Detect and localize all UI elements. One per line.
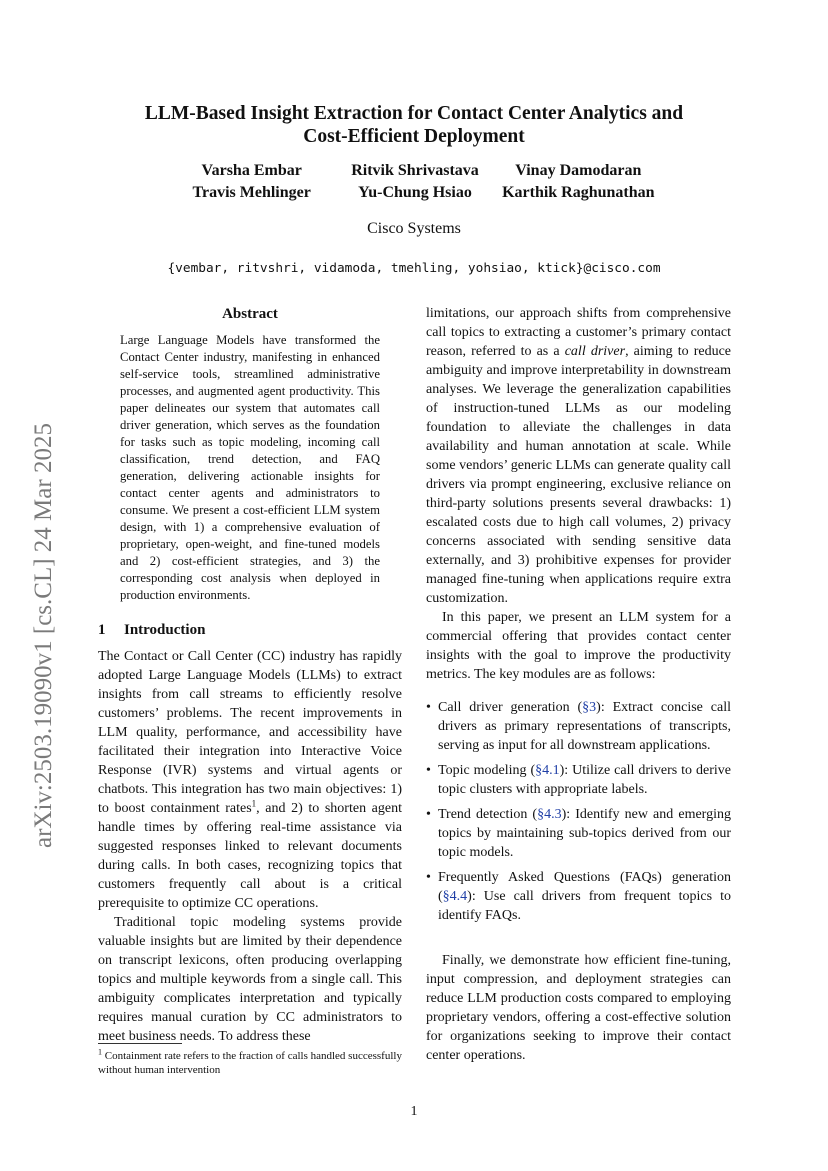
intro-paragraph-4: Finally, we demonstrate how efficient fine-tuning, input compression, and deployment strategies can reduce LLM production costs compared to employing proprietary vendors, offering a cost-effective solution for organizations seeking to improve their contact center operations. xyxy=(426,953,731,1063)
author-name: Travis Mehlinger xyxy=(192,184,311,201)
author-name: Karthik Raghunathan xyxy=(502,184,655,201)
page-number: 1 xyxy=(410,1104,418,1119)
section-heading-introduction xyxy=(98,622,402,639)
author-name: Varsha Embar xyxy=(201,162,302,179)
footnote-number: 1 xyxy=(98,1047,102,1057)
section-link[interactable]: §4.1 xyxy=(535,763,560,778)
list-item: • Frequently Asked Questions (FAQs) generation (§4.4): Use call drivers from frequent topics to identify FAQs. xyxy=(426,868,731,925)
author-list xyxy=(170,161,660,203)
footnote xyxy=(98,1043,402,1077)
key-modules-list xyxy=(426,698,731,925)
arxiv-stamp xyxy=(24,360,60,850)
intro-paragraph-2-continued: limitations, our approach shifts from comprehensive call topics to extracting a customer’s primary contact reason, referred to as a call driver, aiming to reduce ambiguity and improve interpretability in downstream analyses. We leverage the generalization capabilities of instruction-tuned LLMs as our modeling foundation to alleviate the challenges in data availability and human annotation at scale. While some vendors’ generic LLMs can generate quality call drivers via prompt engineering, exclusive reliance on third-party solutions presents several drawbacks: 1) escalated costs due to high call volumes, 2) privacy concerns associated with sending sensitive data externally, and 3) prohibitive expenses for provider managed fine-tuning when applications require extra customization. xyxy=(426,306,732,606)
section-title: Introduction xyxy=(124,622,206,638)
paper-title xyxy=(100,102,728,148)
intro-paragraph-2: Traditional topic modeling systems provide valuable insights but are limited by their dependence on transcript lexicons, often producing overlapping topics and multiple keywords from a single call. This ambiguity complicates interpretation and typically requires manual curation by CC administrators to meet business needs. To address these xyxy=(98,915,402,1044)
author-name: Ritvik Shrivastava xyxy=(351,162,479,179)
affiliation: Cisco Systems xyxy=(367,220,461,237)
title-line-1: LLM-Based Insight Extraction for Contact Center Analytics and xyxy=(144,103,684,124)
intro-paragraph-3: In this paper, we present an LLM system for a commercial offering that provides contact center insights with the goal to improve the productivity metrics. The key modules are as follows: xyxy=(426,610,731,682)
author-name: Vinay Damodaran xyxy=(515,162,642,179)
section-link[interactable]: §4.3 xyxy=(537,807,562,822)
section-number: 1 xyxy=(98,622,106,638)
author-name: Yu-Chung Hsiao xyxy=(358,184,472,201)
abstract-heading: Abstract xyxy=(222,306,278,322)
section-link[interactable]: §4.4 xyxy=(442,889,468,904)
footnote-mark[interactable]: 1 xyxy=(251,798,257,809)
footnote-rule xyxy=(98,1043,182,1044)
left-column xyxy=(98,304,402,1046)
author-emails: {vembar, ritvshri, vidamoda, tmehling, yohsiao, ktick}@cisco.com xyxy=(167,261,661,276)
title-line-2: Cost-Efficient Deployment xyxy=(303,126,525,147)
list-item: • Call driver generation (§3): Extract concise call drivers as primary representations of transcripts, serving as input for all downstream applications. xyxy=(426,698,731,755)
list-item: • Trend detection (§4.3): Identify new and emerging topics by maintaining sub-topics derived from our topic models. xyxy=(426,805,731,862)
arxiv-stamp-text: arXiv:2503.19090v1 [cs.CL] 24 Mar 2025 xyxy=(30,423,57,848)
right-column xyxy=(426,304,731,1065)
footnote-text: Containment rate refers to the fraction of calls handled successfully without human intervention xyxy=(98,1050,402,1076)
abstract-text: Large Language Models have transformed the Contact Center industry, manifesting in enhanced self-service tools, streamlined administrative processes, and augmented agent productivity. This paper delineates our system that automates call driver generation, which serves as the foundation for tasks such as topic modeling, incoming call classification, trend detection, and FAQ generation, delivering actionable insights for contact center agents and administrators to consume. We present a cost-efficient LLM system design, with 1) a comprehensive evaluation of proprietary, open-weight, and fine-tuned models and 2) cost-efficient strategies, and 3) the corresponding cost analysis when deployed in production environments. xyxy=(120,333,380,602)
list-item: • Topic modeling (§4.1): Utilize call drivers to derive topic clusters with appropriate labels. xyxy=(426,761,731,799)
section-link[interactable]: §3 xyxy=(582,700,597,715)
intro-paragraph-1: The Contact or Call Center (CC) industry has rapidly adopted Large Language Models (LLMs) to extract insights from call streams to efficiently resolve customers’ problems. The recent improvements in LLM quality, performance, and accessibility have facilitated their integration into Interactive Voice Response (IVR) systems and virtual agents or chatbots. This integration has two main objectives: 1) to boost containment rates$^1$, and 2) to shorten agent handle times by offering real-time assistance via suggested responses linked to relevant documents during calls. In both cases, recognizing topics that customers frequently call about is a critical prerequisite to optimize CC operations. xyxy=(98,649,402,911)
